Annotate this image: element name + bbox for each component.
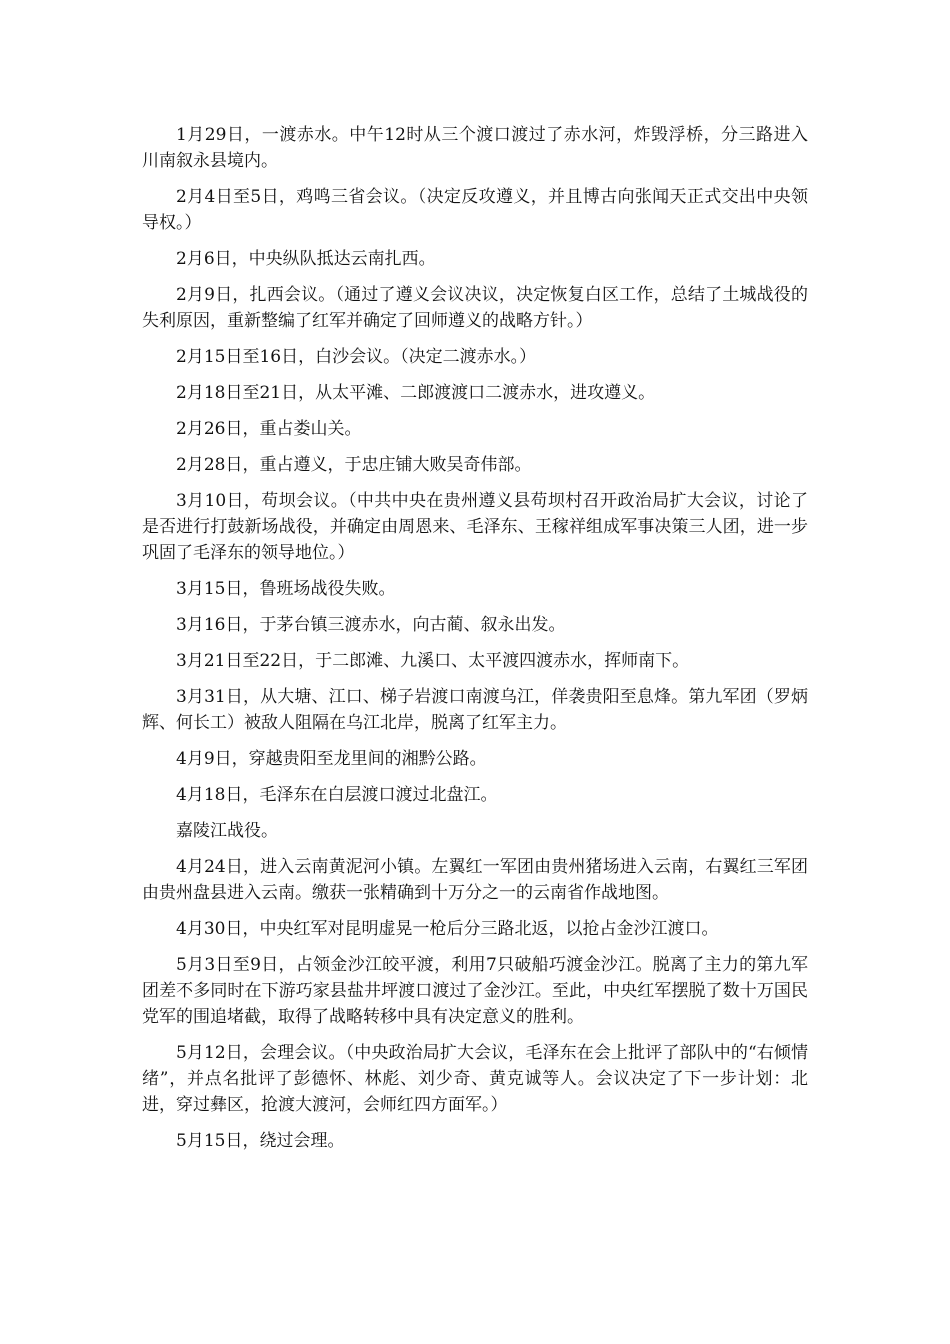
paragraph-18: 4月30日，中央红军对昆明虚晃一枪后分三路北返，以抢占金沙江渡口。 [176,919,719,939]
paragraph-15: 4月18日，毛泽东在白层渡口渡过北盘江。 [176,785,498,805]
paragraph-13: 3月31日，从大塘、江口、梯子岩渡口南渡乌江，佯袭贵阳至息烽。第九军团（罗炳辉、何长工）被敌人阻隔在乌江北岸，脱离了红军主力。 [142,687,808,733]
paragraph-20: 5月12日，会理会议。（中央政治局扩大会议，毛泽东在会上批评了部队中的“右倾情绪”，并点名批评了彭德怀、林彪、刘少奇、黄克诚等人。会议决定了下一步计划：北进，穿过彝区，抢渡大渡河，会师红四方面军。） [142,1043,808,1115]
paragraph-12: 3月21日至22日，于二郎滩、九溪口、太平渡四渡赤水，挥师南下。 [176,651,690,671]
paragraph-2: 2月4日至5日，鸡鸣三省会议。（决定反攻遵义，并且博古向张闻天正式交出中央领导权。） [142,187,808,233]
paragraph-11: 3月16日，于茅台镇三渡赤水，向古蔺、叙永出发。 [176,615,566,635]
paragraph-14: 4月9日，穿越贵阳至龙里间的湘黔公路。 [176,749,487,769]
paragraph-3: 2月6日，中央纵队抵达云南扎西。 [176,249,436,269]
paragraph-21: 5月15日，绕过会理。 [176,1131,345,1151]
paragraph-5: 2月15日至16日，白沙会议。（决定二渡赤水。） [176,347,537,367]
paragraph-1: 1月29日，一渡赤水。中午12时从三个渡口渡过了赤水河，炸毁浮桥，分三路进入川南叙永县境内。 [142,125,808,171]
paragraph-4: 2月9日，扎西会议。（通过了遵义会议决议，决定恢复白区工作，总结了土城战役的失利原因，重新整编了红军并确定了回师遵义的战略方针。） [142,285,808,331]
paragraph-6: 2月18日至21日，从太平滩、二郎渡渡口二渡赤水，进攻遵义。 [176,383,656,403]
paragraph-17: 4月24日，进入云南黄泥河小镇。左翼红一军团由贵州猪场进入云南，右翼红三军团由贵州盘县进入云南。缴获一张精确到十万分之一的云南省作战地图。 [142,857,808,903]
paragraph-9: 3月10日，苟坝会议。（中共中央在贵州遵义县苟坝村召开政治局扩大会议，讨论了是否进行打鼓新场战役，并确定由周恩来、毛泽东、王稼祥组成军事决策三人团，进一步巩固了毛泽东的领导地位。） [142,491,808,563]
paragraph-16: 嘉陵江战役。 [176,821,278,841]
paragraph-19: 5月3日至9日，占领金沙江皎平渡，利用7只破船巧渡金沙江。脱离了主力的第九军团差不多同时在下游巧家县盐井坪渡口渡过了金沙江。至此，中央红军摆脱了数十万国民党军的围追堵截，取得了战略转移中具有决定意义的胜利。 [142,955,808,1027]
paragraph-8: 2月28日，重占遵义，于忠庄铺大败吴奇伟部。 [176,455,532,475]
paragraph-10: 3月15日，鲁班场战役失败。 [176,579,396,599]
paragraph-7: 2月26日，重占娄山关。 [176,419,362,439]
document-body [142,122,808,1164]
